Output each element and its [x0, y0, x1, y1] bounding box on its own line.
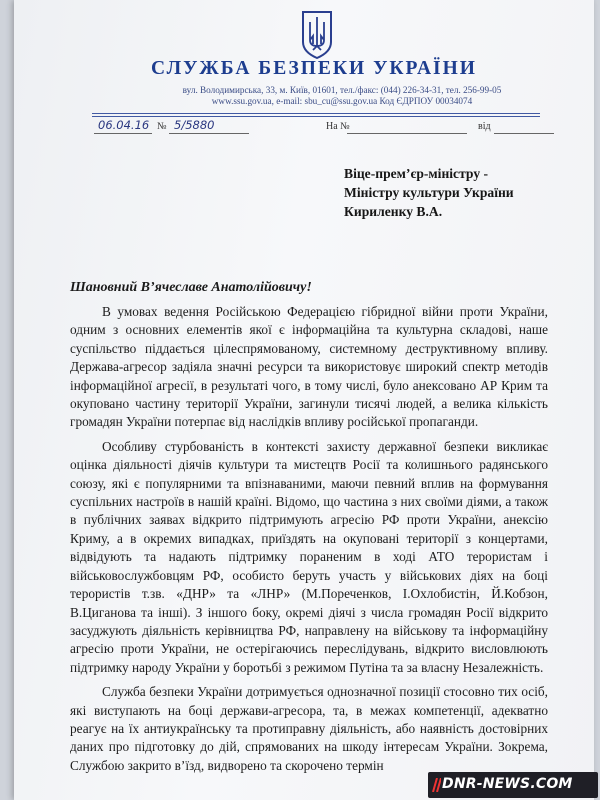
- na-label: На №: [326, 121, 350, 132]
- header-divider-thin: [92, 116, 540, 117]
- addressee-block: [344, 164, 514, 221]
- vid-label: від: [478, 121, 491, 132]
- address-line: вул. Володимирська, 33, м. Київ, 01601, тел./факс: (044) 226-34-31, тел. 256-99-05: [182, 85, 502, 95]
- number-sign: №: [157, 121, 167, 132]
- letter-sheet: [14, 0, 594, 800]
- vid-underline: [494, 133, 554, 134]
- paragraph-2: Особливу стурбованість в контексті захисту державної безпеки викликає оцінка діяльності діячів культури та мистецтв Росії та колишнього радянського союзу, які є популярними та впізнаваними, маючи певний вплив на формування суспільних настроїв в нашій країні. Відомо, що частина з них своїми діями, а також в публічних заявах відкрито підтримують агресію РФ проти України, анексію Криму, а в окремих випадках, приїздять на окуповані території з концертами, відвідують та надають підтримку пораненим в ході АТО терористам і військовослужбовцям РФ, особисто беруть участь у військових діях на боці терористів т.зв. «ДНР» та «ЛНР» (М.Пореченков, І.Охлобистін, Й.Кобзон, В.Циганова та інші). З іншого боку, окремі діячі з числа громадян Росії відкрито засуджують діяльність керівництва РФ, направлену на військову та інформаційну агресію проти України, не остерігаючись переслідувань, відкрито висловлюють підтримку народу України у боротьбі з режимом Путіна та за власну Незалежність.: [70, 438, 548, 675]
- reference-line: [94, 118, 564, 135]
- agency-name: СЛУЖБА БЕЗПЕКИ УКРАЇНИ: [151, 58, 477, 79]
- trident-emblem-icon: [300, 8, 334, 60]
- watermark-logo: [428, 772, 598, 798]
- contact-line: www.ssu.gov.ua, e-mail: sbu_cu@ssu.gov.ua Код ЄДРПОУ 00034074: [211, 95, 473, 106]
- na-underline: [347, 133, 467, 134]
- paragraph-1: В умовах ведення Російською Федерацією гібридної війни проти України, одним з основних елементів якої є інформаційна та культурна складові, наше суспільство піддається цілеспрямованому, системному деструктивному впливу. Держава-агресор задіяла значні ресурси та використовує широкий спектр методів інформаційної агресії, в результаті чого, в тому числі, було анексовано АР Крим та окуповано частину території України, загинули тисячі людей, а велика кількість громадян України потерпає від наслідків впливу російської пропаганди.: [70, 304, 548, 430]
- header-divider: [92, 113, 540, 114]
- paragraph-3: Служба безпеки України дотримується однозначної позиції стосовно тих осіб, які виступають на боці держави-агресора, та, в межах компетенції, адекватно реагує на їх антиукраїнську та протиправну діяльність, або наявність достовірних даних про підготовку до дій, спрямованих на шкоду інтересам України. Зокрема, Службою закрито в’їзд, видворено та скорочено термін: [70, 684, 548, 773]
- watermark-text: DNR-NEWS.COM: [442, 776, 573, 792]
- reference-number: 5/5880: [174, 118, 215, 132]
- reference-date: 06.04.16: [98, 118, 150, 132]
- addressee-title: Віце-прем’єр-міністру -: [344, 166, 489, 181]
- addressee-name: Кириленку В.А.: [344, 204, 443, 219]
- letter-body: [70, 303, 548, 781]
- salutation: Шановний В’ячеславе Анатолійовичу!: [70, 280, 312, 295]
- date-underline: [94, 133, 152, 134]
- addressee-ministry: Міністру культури України: [344, 185, 514, 200]
- agency-address: [132, 85, 552, 106]
- number-underline: [169, 133, 249, 134]
- slash-icon: [431, 778, 441, 792]
